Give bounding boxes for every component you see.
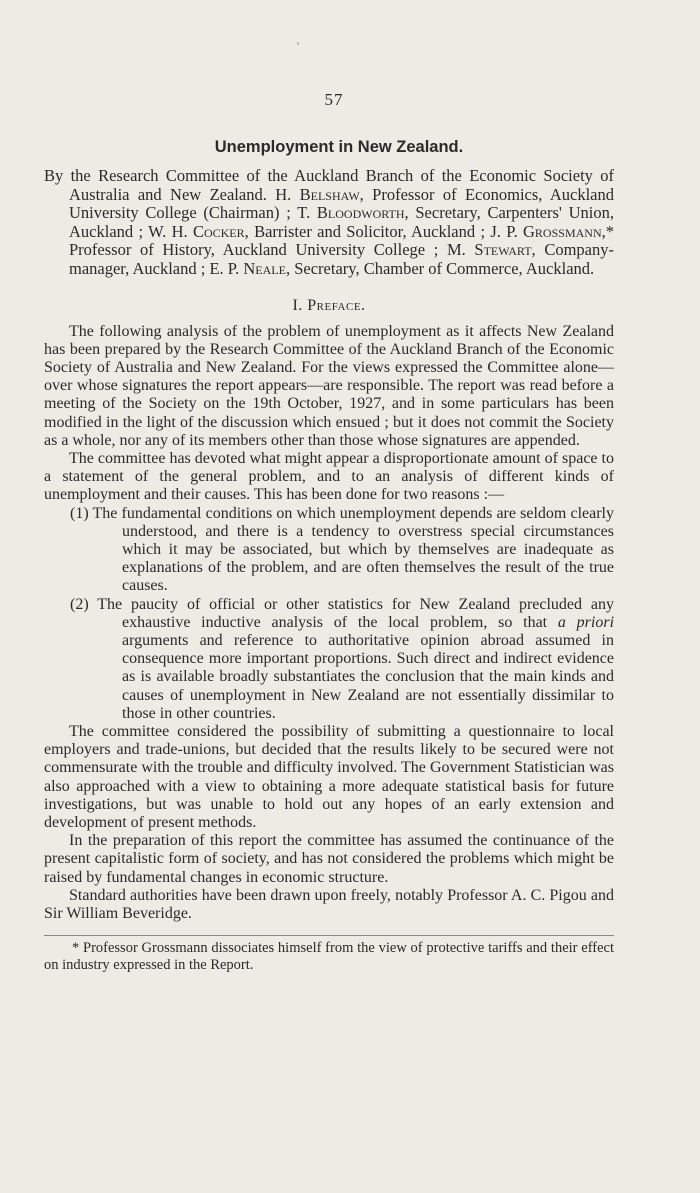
footnote-divider bbox=[44, 935, 614, 936]
byline-text: , Secretary, Chamber of Commerce, Auckland. bbox=[285, 258, 595, 278]
byline-text: ,* Professor of History, Auckland University College ; M. bbox=[69, 221, 614, 260]
section-numeral: I. bbox=[292, 296, 308, 314]
paragraph: The following analysis of the problem of unemployment as it affects New Zealand has been prepared by the Research Committee of the Auckland Branch of the Economic Society of Australia and New Zealand. For the views expressed the Committee alone—over whose signatures the report appears—are responsible. The report was read before a meeting of the Society on the 19th October, 1927, and in some particulars has been modified in the light of the discussion which ensued ; but it does not commit the Society as a whole, nor any of its members other than those whose signatures are appended. bbox=[44, 322, 614, 449]
reasons-list bbox=[44, 505, 614, 723]
author-surname: Bloodworth bbox=[316, 203, 405, 223]
article-title: Unemployment in New Zealand. bbox=[214, 138, 464, 156]
byline-text: By the Research Committee of the Auckland Branch of the Economic Society of Australia and New Zealand. H. bbox=[44, 166, 614, 204]
paragraph: In the preparation of this report the committee has assumed the continuance of the present capitalistic form of society, and has not considered the problems which might be raised by fundamental changes in economic structure. bbox=[44, 832, 614, 886]
paragraph: The committee considered the possibility of submitting a questionnaire to local employers and trade-unions, but decided that the results likely to be secured were not commensurate with the trouble and difficulty involved. The Government Statistician was also approached with a view to obtaining a more adequate statistical basis for future investigations, but was unable to hold out any hopes of an early extension and development of present methods. bbox=[44, 723, 614, 832]
byline-text: , Company-manager, Auckland ; E. P. bbox=[69, 240, 614, 278]
section-name: Preface. bbox=[307, 296, 366, 314]
byline-text: , Secretary, Carpenters' Union, Auckland ; W. H. bbox=[69, 203, 614, 241]
list-item-text: (2) The paucity of official or other statistics for New Zealand precluded any exhaustive inductive analysis of the local problem, so that bbox=[70, 595, 614, 631]
byline-text: , Barrister and Solicitor, Auckland ; J. P. bbox=[244, 221, 524, 241]
author-surname: Cocker bbox=[192, 221, 245, 241]
author-surname: Neale bbox=[243, 258, 286, 278]
list-item: (1) The fundamental conditions on which unemployment depends are seldom clearly understood, and there is a tendency to overstress special circumstances which it may be associated, but which by themselves are inadequate as explanations of the problem, and are often themselves the result of the true causes. bbox=[70, 504, 614, 595]
byline-text: , Professor of Economics, Auckland University College (Chairman) ; T. bbox=[69, 184, 615, 223]
author-surname: Stewart bbox=[474, 240, 532, 260]
author-byline bbox=[44, 167, 614, 279]
author-surname: Grossmann bbox=[523, 221, 602, 241]
page-number: 57 bbox=[324, 90, 344, 109]
paragraph: The committee has devoted what might appear a disproportionate amount of space to a statement of the general problem, and to an analysis of different kinds of unemployment and their causes. This has been done for two reasons :— bbox=[44, 449, 614, 504]
footnote: * Professor Grossmann dissociates himself from the view of protective tariffs and their effect on industry expressed in the Report. bbox=[44, 940, 614, 974]
section-heading bbox=[44, 297, 614, 315]
list-item bbox=[44, 596, 614, 723]
list-item-text: arguments and reference to authoritative opinion abroad assumed in consequence more important proportions. Such direct and indirect evidence as is available broadly substantiates the conclusion that the main kinds and causes of unemployment in New Zealand are not essentially dissimilar to those in other countries. bbox=[122, 632, 614, 722]
paper-speck bbox=[297, 42, 299, 45]
latin-phrase: a priori bbox=[557, 613, 615, 631]
paragraph: Standard authorities have been drawn upon freely, notably Professor A. C. Pigou and Sir William Beveridge. bbox=[44, 886, 614, 923]
author-surname: Belshaw bbox=[299, 184, 360, 204]
